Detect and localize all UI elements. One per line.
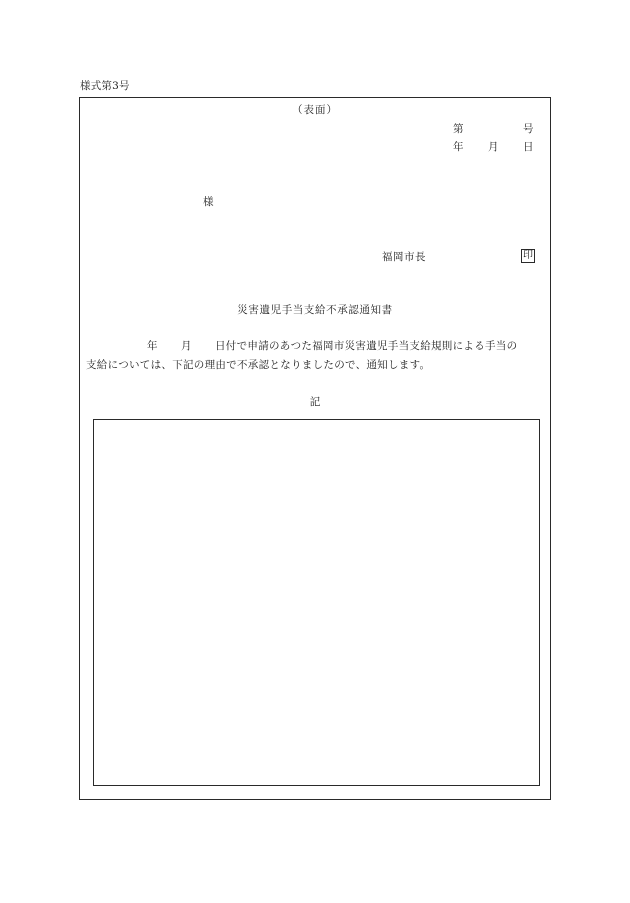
reason-box: [93, 419, 540, 786]
recipient-honorific: 様: [203, 196, 214, 208]
body-text-line1: 日付で申請のあつた福岡市災害遺児手当支給規則による手当の: [215, 340, 518, 352]
seal-mark: 印: [523, 250, 533, 261]
side-label: （表面）: [292, 104, 338, 116]
date-day-label: 日: [523, 141, 534, 153]
date-year-label: 年: [453, 141, 464, 153]
body-text-line2: 支給については、下記の理由で不承認となりましたので、通知します。: [86, 359, 431, 371]
date-month-label: 月: [488, 141, 499, 153]
form-number: 様式第3号: [80, 80, 130, 92]
body-year-label: 年: [147, 340, 158, 352]
body-month-label: 月: [181, 340, 192, 352]
document-number-suffix: 号: [523, 123, 534, 135]
document-number-prefix: 第: [453, 123, 464, 135]
document-frame: [79, 97, 551, 800]
ki-label: 記: [309, 396, 321, 408]
document-title: 災害遺児手当支給不承認通知書: [237, 304, 393, 316]
issuer-title: 福岡市長: [382, 251, 426, 263]
